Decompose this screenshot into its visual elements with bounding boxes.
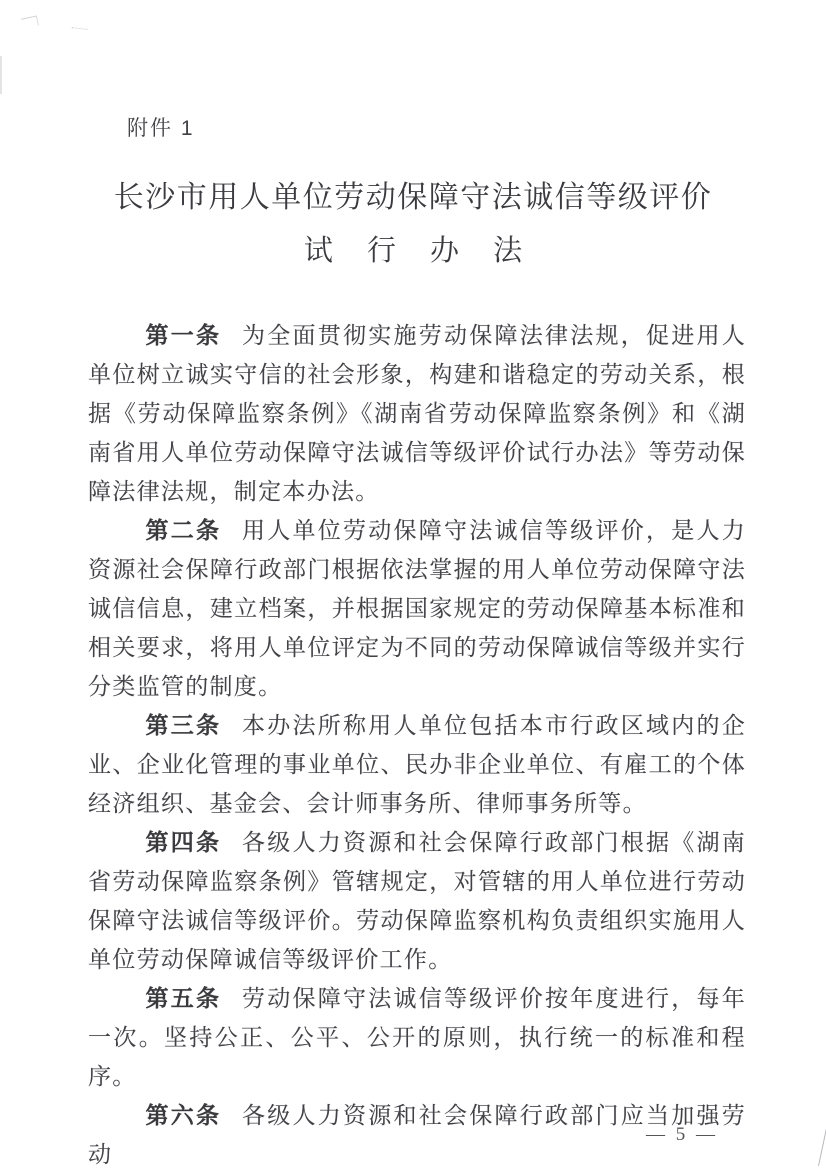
- article-paragraph: [88, 706, 746, 823]
- attachment-label: 附件 1: [127, 117, 195, 140]
- article-text: 本办法所称用人单位包括本市行政区域内的企业、企业化管理的事业单位、民办非企业单位、有雇工的个体经济组织、基金会、会计师事务所、律师事务所等。: [88, 713, 747, 816]
- article-paragraph: [88, 823, 746, 979]
- article-text: 各级人力资源和社会保障行政部门根据《湖南省劳动保障监察条例》管辖规定，对管辖的用人单位进行劳动保障守法诚信等级评价。劳动保障监察机构负责组织实施用人单位劳动保障诚信等级评价工作。: [88, 830, 747, 972]
- article-text: 用人单位劳动保障守法诚信等级评价，是人力资源社会保障行政部门根据依法掌握的用人单位劳动保障守法诚信信息，建立档案，并根据国家规定的劳动保障基本标准和相关要求，将用人单位评定为不同的劳动保障诚信等级并实行分类监管的制度。: [88, 518, 747, 699]
- article-number: 第一条: [145, 323, 222, 348]
- article-number: 第四条: [145, 830, 222, 855]
- article-number: 第六条: [145, 1103, 222, 1128]
- article-paragraph: [88, 511, 746, 706]
- article-text: 劳动保障守法诚信等级评价按年度进行，每年一次。坚持公正、公平、公开的原则，执行统一的标准和程序。: [88, 986, 747, 1089]
- scan-artifact-corner-line: [818, 1101, 826, 1166]
- article-paragraph: [88, 979, 746, 1096]
- document-body: [88, 316, 746, 1168]
- document-title-line1: 长沙市用人单位劳动保障守法诚信等级评价: [113, 181, 713, 214]
- article-text: 为全面贯彻实施劳动保障法律法规，促进用人单位树立诚实守信的社会形象，构建和谐稳定的劳动关系，根据《劳动保障监察条例》《湖南省劳动保障监察条例》和《湖南省用人单位劳动保障守法诚信等级评价试行办法》等劳动保障法律法规，制定本办法。: [88, 323, 747, 504]
- scan-artifact-mark: [72, 21, 89, 30]
- article-number: 第二条: [145, 518, 222, 543]
- article-text: 各级人力资源和社会保障行政部门应当加强劳动: [88, 1103, 747, 1167]
- document-title-line2: 试 行 办 法: [303, 235, 536, 267]
- scan-artifact-edge: [0, 56, 2, 94]
- article-number: 第五条: [145, 986, 222, 1011]
- article-paragraph: [88, 316, 746, 511]
- article-number: 第三条: [145, 713, 222, 738]
- page-number: — 5 —: [646, 1124, 718, 1145]
- scan-artifact-mark: [21, 15, 39, 28]
